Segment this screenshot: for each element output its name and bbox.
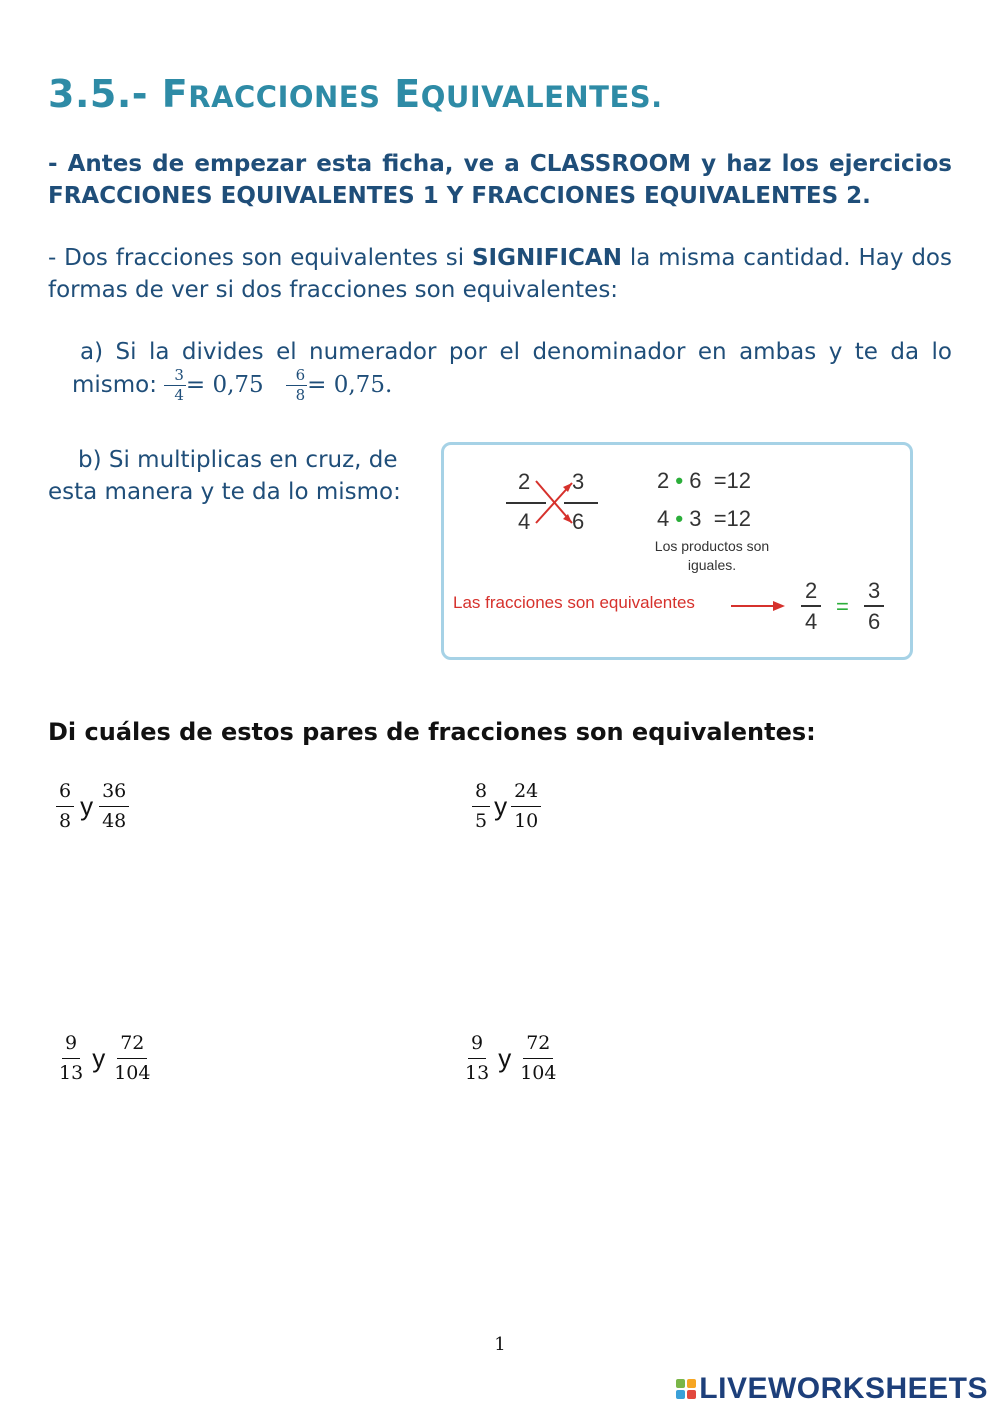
method-a-result-1: = 0,75 bbox=[185, 372, 264, 398]
method-b bbox=[48, 444, 418, 508]
frac-num: 3 bbox=[164, 368, 186, 386]
cross-multiplication-example bbox=[441, 442, 913, 660]
product-factor: 2 bbox=[657, 468, 670, 493]
frac-num: 6 bbox=[56, 782, 74, 807]
frac-den: 13 bbox=[465, 1062, 490, 1084]
liveworksheets-logo[interactable] bbox=[676, 1372, 988, 1406]
frac-den: 4 bbox=[805, 609, 818, 634]
logo-tile bbox=[687, 1379, 696, 1388]
cross-arrows-icon bbox=[496, 467, 616, 547]
fraction-b bbox=[517, 1034, 559, 1083]
frac-num: 36 bbox=[99, 782, 129, 807]
fraction-a bbox=[472, 782, 490, 831]
frac-den: 6 bbox=[868, 609, 881, 634]
fraction-b bbox=[511, 782, 541, 831]
definition-paragraph bbox=[48, 242, 952, 306]
pair-separator: y bbox=[498, 1043, 512, 1073]
frac-den: 104 bbox=[114, 1062, 151, 1084]
frac-den: 48 bbox=[102, 810, 127, 832]
fraction-6-8 bbox=[286, 368, 308, 403]
product-line-1 bbox=[657, 468, 751, 494]
definition-bold-word: SIGNIFICAN bbox=[471, 245, 622, 271]
frac-num: 72 bbox=[523, 1034, 553, 1059]
dot-icon: • bbox=[675, 506, 684, 531]
frac-num: 3 bbox=[864, 580, 884, 607]
result-fraction-right bbox=[864, 580, 884, 633]
fraction-pair-2 bbox=[472, 782, 541, 831]
fraction-pair-3 bbox=[56, 1034, 153, 1083]
method-a bbox=[72, 336, 952, 403]
logo-tile bbox=[687, 1390, 696, 1399]
method-a-result-2: = 0,75. bbox=[307, 372, 393, 398]
frac-num: 2 bbox=[801, 580, 821, 607]
logo-grid-icon bbox=[676, 1379, 696, 1399]
pair-separator: y bbox=[92, 1043, 106, 1073]
intro-instruction: - Antes de empezar esta ficha, ve a CLASSROOM y haz los ejercicios FRACCIONES EQUIVALENTES 1 Y FRACCIONES EQUIVALENTES 2. bbox=[48, 151, 952, 209]
fraction-pair-4 bbox=[462, 1034, 559, 1083]
equivalence-conclusion: Las fracciones son equivalentes bbox=[453, 593, 695, 612]
logo-tile bbox=[676, 1390, 685, 1399]
product-factor: 6 bbox=[689, 468, 702, 493]
example-right-denominator: 6 bbox=[572, 509, 585, 534]
fraction-a bbox=[462, 1034, 492, 1083]
method-b-line1: b) Si multiplicas en cruz, de bbox=[78, 447, 398, 473]
definition-text-after: la misma cantidad. Hay dos formas de ver si dos fracciones son equivalentes: bbox=[48, 245, 952, 303]
product-result: =12 bbox=[713, 506, 752, 531]
title-number: 3.5.- bbox=[48, 72, 149, 116]
title-word2-rest: QUIVALENTES. bbox=[420, 80, 663, 114]
pair-separator: y bbox=[494, 791, 508, 821]
dot-icon: • bbox=[675, 468, 684, 493]
frac-den: 8 bbox=[59, 810, 72, 832]
title-word1-rest: RACCIONES bbox=[188, 80, 381, 114]
fraction-b bbox=[111, 1034, 153, 1083]
page-number: 1 bbox=[494, 1334, 506, 1355]
example-left-denominator: 4 bbox=[518, 509, 531, 534]
arrow-right-icon bbox=[731, 599, 787, 613]
frac-den: 104 bbox=[520, 1062, 557, 1084]
frac-den: 13 bbox=[59, 1062, 84, 1084]
frac-den: 10 bbox=[514, 810, 539, 832]
title-word1-initial: F bbox=[161, 72, 189, 116]
frac-num: 9 bbox=[62, 1034, 80, 1059]
frac-num: 24 bbox=[511, 782, 541, 807]
brand-name: LIVEWORKSHEETS bbox=[699, 1372, 988, 1405]
frac-den: 5 bbox=[475, 810, 488, 832]
page-title bbox=[48, 72, 663, 116]
fraction-a bbox=[56, 1034, 86, 1083]
frac-num: 6 bbox=[286, 368, 308, 386]
exercise-question: Di cuáles de estos pares de fracciones son equivalentes: bbox=[48, 718, 816, 746]
fraction-b bbox=[99, 782, 129, 831]
frac-num: 9 bbox=[468, 1034, 486, 1059]
fraction-3-4 bbox=[164, 368, 186, 403]
definition-text-before: - Dos fracciones son equivalentes si bbox=[48, 245, 472, 271]
fraction-pair-1 bbox=[56, 782, 129, 831]
product-result: =12 bbox=[713, 468, 752, 493]
products-note: Los productos son iguales. bbox=[654, 538, 770, 573]
frac-den: 8 bbox=[295, 386, 306, 404]
method-b-line2: esta manera y te da lo mismo: bbox=[48, 479, 401, 505]
logo-tile bbox=[676, 1379, 685, 1388]
pair-separator: y bbox=[80, 791, 94, 821]
method-a-text: a) Si la divides el numerador por el denominador en ambas y te da lo mismo: bbox=[72, 339, 952, 398]
product-factor: 4 bbox=[657, 506, 670, 531]
product-line-2 bbox=[657, 506, 751, 532]
frac-num: 8 bbox=[472, 782, 490, 807]
frac-num: 72 bbox=[117, 1034, 147, 1059]
result-fraction-left bbox=[801, 580, 821, 633]
title-word2-initial: E bbox=[394, 72, 421, 116]
example-right-numerator: 3 bbox=[572, 469, 585, 494]
fraction-a bbox=[56, 782, 74, 831]
example-left-numerator: 2 bbox=[518, 469, 531, 494]
product-factor: 3 bbox=[689, 506, 702, 531]
equals-sign: = bbox=[836, 594, 849, 619]
frac-den: 4 bbox=[174, 386, 184, 404]
